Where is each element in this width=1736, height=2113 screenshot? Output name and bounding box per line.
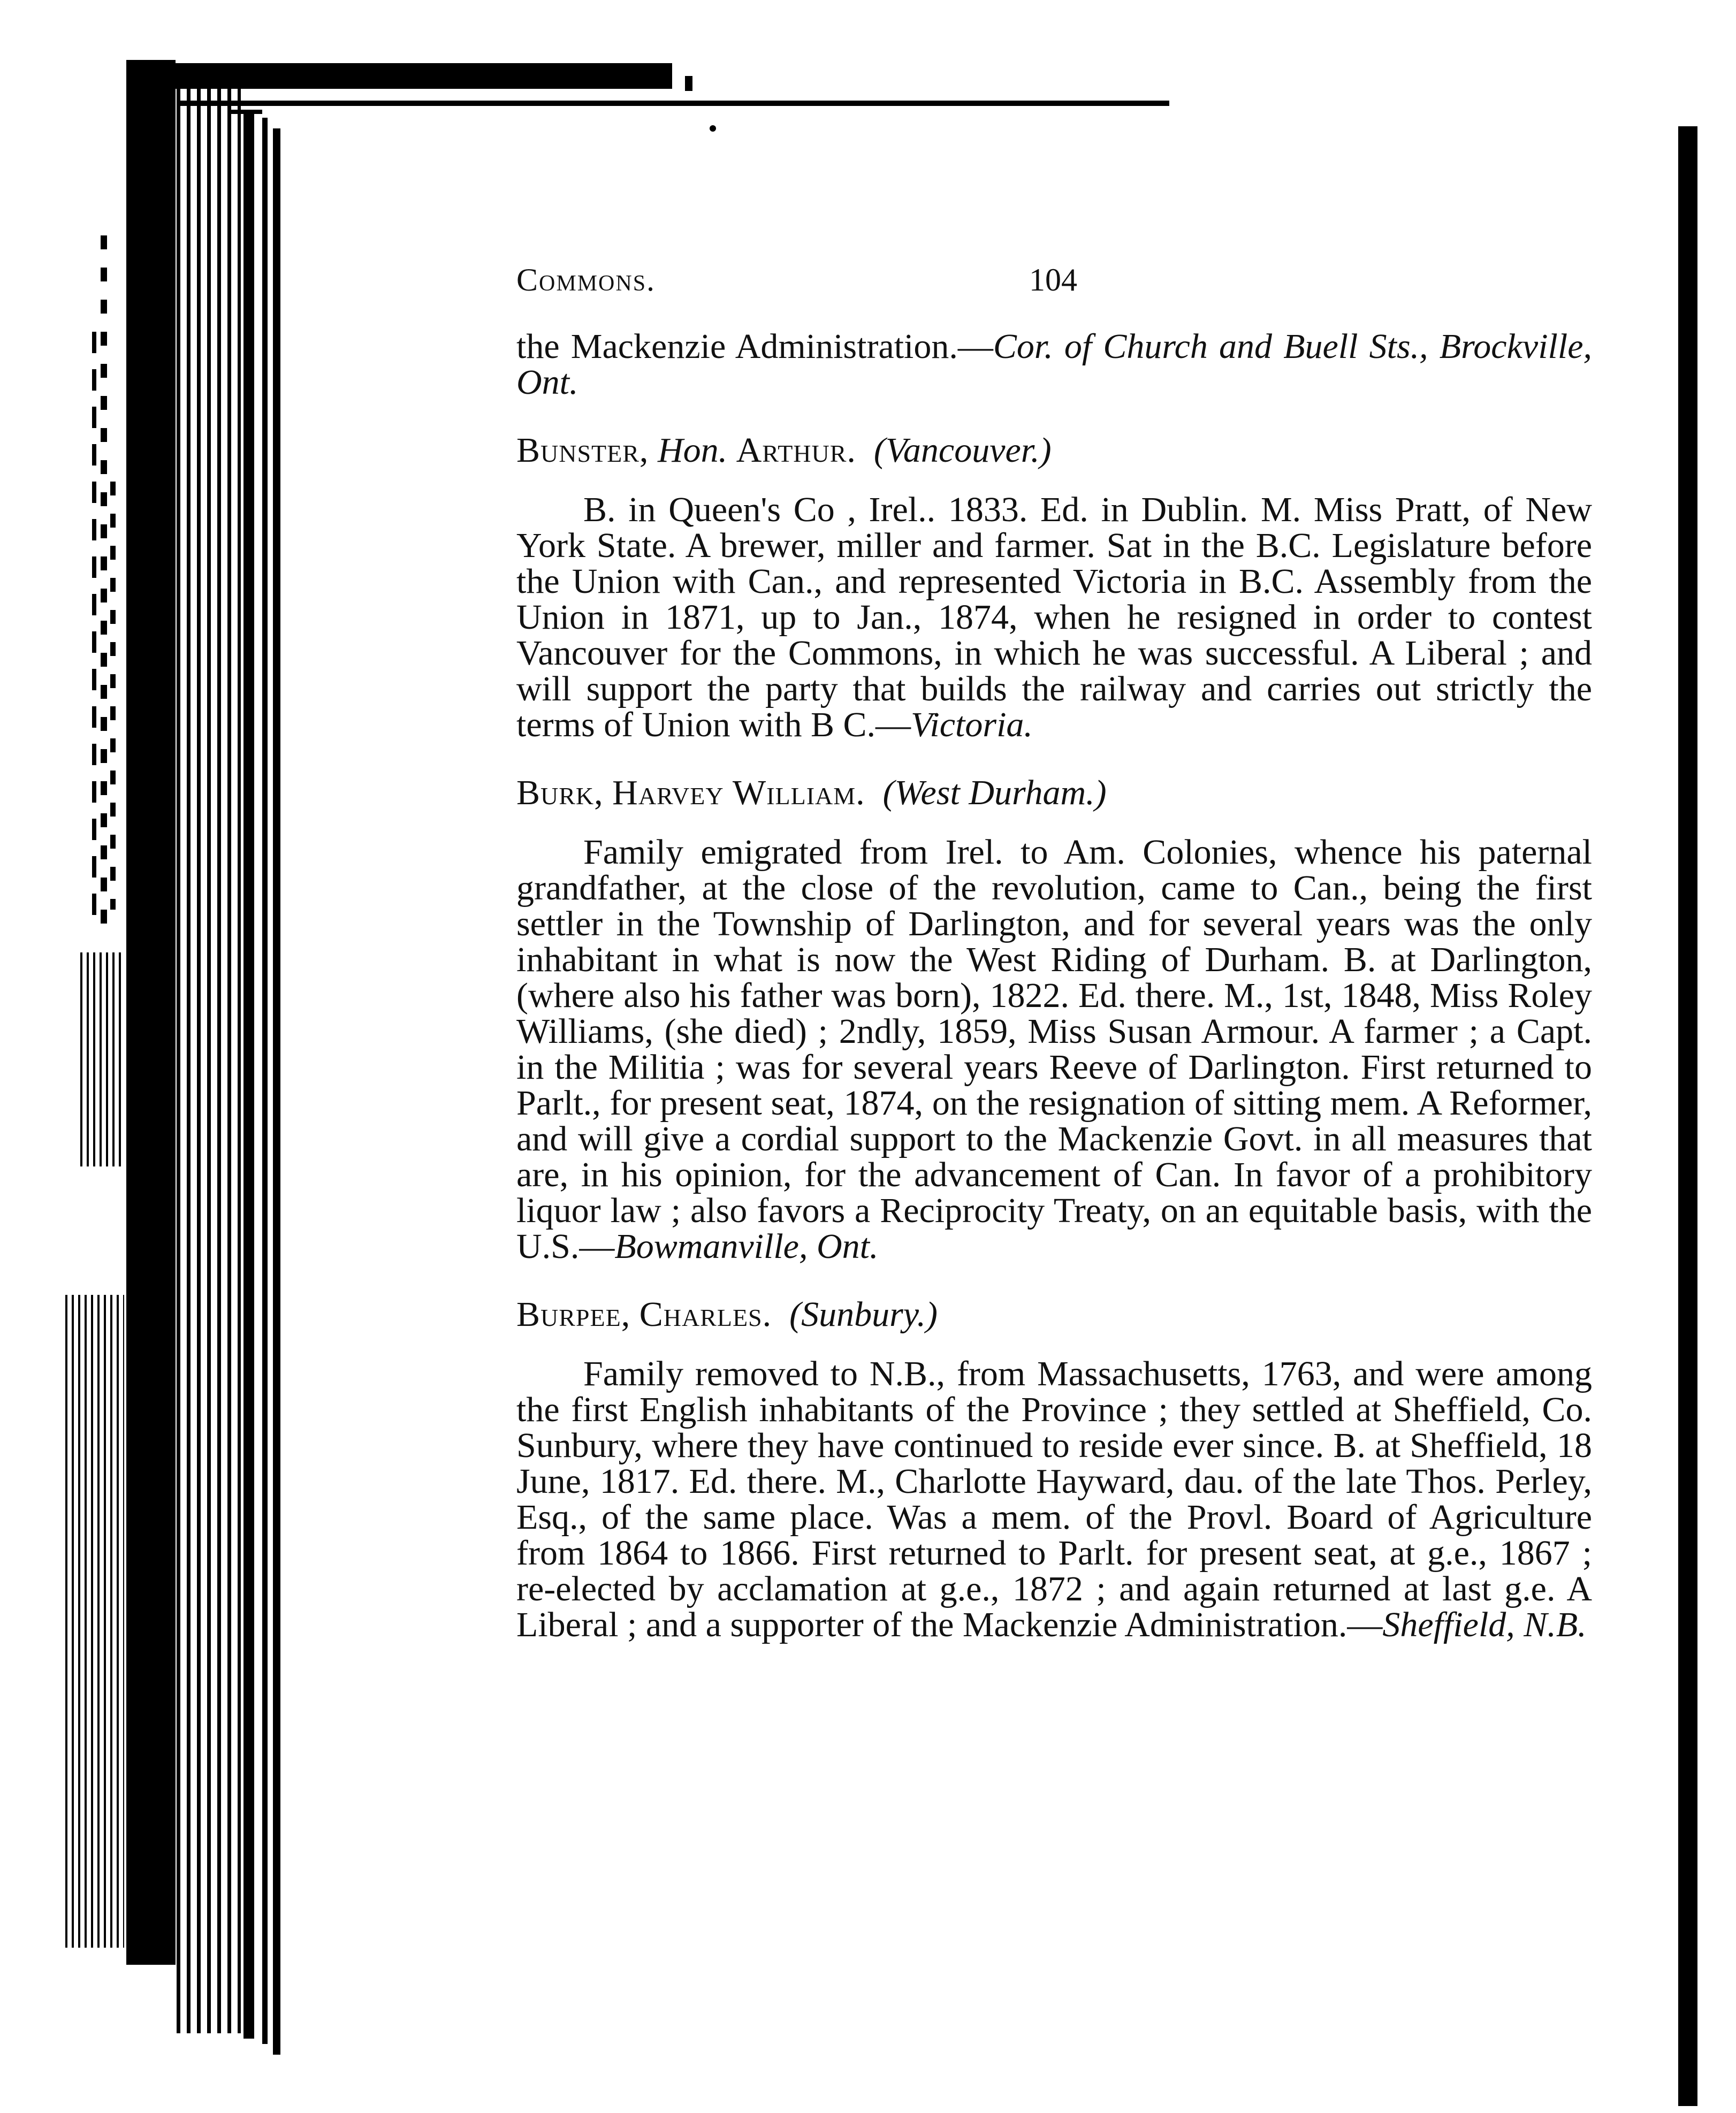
entry-address: Bowmanville, Ont. [614, 1227, 879, 1266]
entry-surname: Burk, [516, 773, 604, 812]
entry-surname: Bunster, [516, 431, 649, 470]
entry-riding: (Vancouver.) [873, 431, 1052, 470]
continuation-address: Cor. of Church and Buell Sts., Brockville, Ont. [516, 327, 1592, 402]
page-text-column [516, 262, 1592, 1643]
entry-address: Victoria. [911, 705, 1033, 744]
entry-body-text: B. in Queen's Co , Irel.. 1833. Ed. in Dublin. M. Miss Pratt, of New York State. A brewer, miller and farmer. Sat in the B.C. Legislature before the Union with Can., and represented Victoria in B.C. Assembly from the Union in 1871, up to Jan., 1874, when he resigned in order to contest Vancouver for the Commons, in which he was successful. A Liberal ; and will support the party that builds the railway and carries out strictly the terms of Union with B C.— [516, 490, 1592, 744]
entry-given-name: Charles. [639, 1295, 772, 1334]
entry-address: Sheffield, N.B. [1382, 1605, 1587, 1644]
continuation-text: the Mackenzie Administration.— [516, 327, 993, 366]
entry-heading [516, 1296, 1592, 1332]
entry-body-text: Family emigrated from Irel. to Am. Colonies, whence his paternal grandfather, at the close of the revolution, came to Can., being the first settler in the Township of Darlington, and for several years was the only inhabitant in what is now the West Riding of Durham. B. at Darlington, (where also his father was born), 1822. Ed. there. M., 1st, 1848, Miss Roley Williams, (she died) ; 2ndly, 1859, Miss Susan Armour. A farmer ; a Capt. in the Militia ; was for several years Reeve of Darlington. First returned to Parlt., for present seat, 1874, on the resignation of sitting mem. A Reformer, and will give a cordial support to the Mackenzie Govt. in all measures that are, in his opinion, for the advancement of Can. In favor of a prohibitory liquor law ; also favors a Reciprocity Treaty, on an equitable basis, with the U.S.— [516, 833, 1592, 1266]
entry-surname: Burpee, [516, 1295, 631, 1334]
page-header [516, 262, 1592, 305]
entry-heading [516, 432, 1592, 468]
entry-heading [516, 775, 1592, 811]
entry-given-name: Arthur. [736, 431, 856, 470]
running-head: Commons. [516, 262, 656, 298]
entry-biography [516, 1356, 1592, 1643]
entry-biography [516, 834, 1592, 1264]
entry-title: Hon. [657, 431, 728, 470]
entry-riding: (Sunbury.) [789, 1295, 938, 1334]
continuation-paragraph [516, 329, 1592, 400]
entry-given-name: Harvey William. [612, 773, 865, 812]
entry-riding: (West Durham.) [882, 773, 1107, 812]
entry-body-text: Family removed to N.B., from Massachusetts, 1763, and were among the first English inhabitants of the Province ; they settled at Sheffield, Co. Sunbury, where they have continued to reside ever since. B. at Sheffield, 18 June, 1817. Ed. there. M., Charlotte Hayward, dau. of the late Thos. Perley, Esq., of the same place. Was a mem. of the Provl. Board of Agriculture from 1864 to 1866. First returned to Parlt. for present seat, at g.e., 1867 ; re-elected by acclamation at g.e., 1872 ; and again returned at last g.e. A Liberal ; and a supporter of the Mackenzie Administration.— [516, 1354, 1592, 1644]
page-number: 104 [1029, 262, 1077, 298]
entry-biography [516, 492, 1592, 743]
